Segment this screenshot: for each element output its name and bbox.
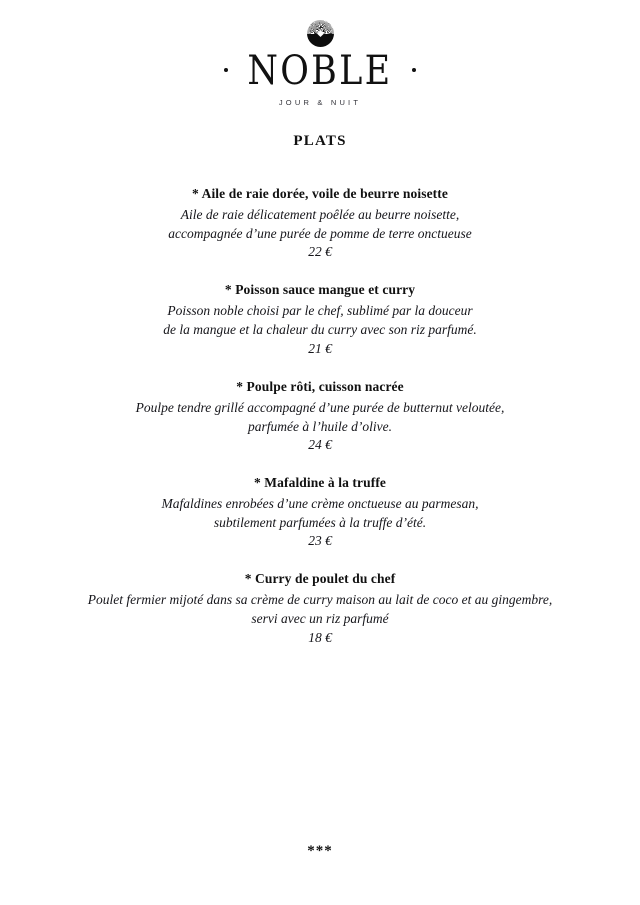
dish-description-line: servi avec un riz parfumé [251,611,389,627]
dish-description-line: Poulpe tendre grillé accompagné d’une purée de butternut veloutée, [135,399,505,415]
brand-name: NOBLE [247,46,393,94]
dish-name: * Aile de raie dorée, voile de beurre noisette [192,186,448,201]
noble-sunburst-circle-icon [307,20,334,47]
dish-price: 18 € [308,629,332,645]
dish-item [0,186,640,260]
dish-description [40,301,600,339]
brand-tagline: JOUR & NUIT [278,98,362,107]
dish-description-line: Mafaldines enrobées d’une crème onctueuse au parmesan, [161,495,479,511]
brand-header [0,0,640,107]
dish-description [40,590,600,628]
dish-item [0,475,640,549]
section-title-plats: PLATS [293,133,347,149]
dish-description-line: parfumée à l’huile d’olive. [248,418,392,434]
dish-name: * Poisson sauce mangue et curry [224,282,416,298]
dish-description [40,494,600,532]
dish-description-line: Poulet fermier mijoté dans sa crème de curry maison au lait de coco et au gingembre, [87,592,553,608]
dish-description-line: Poisson noble choisi par le chef, sublimé par la douceur [167,303,473,319]
dish-name: * Curry de poulet du chef [244,571,396,587]
dish-item [0,571,640,645]
dish-price: 24 € [308,436,332,452]
dish-price: 21 € [308,340,332,356]
bullet-dot-icon-right [412,68,416,72]
dish-description-line: de la mangue et la chaleur du curry avec son riz parfumé. [163,322,477,338]
dish-name: * Mafaldine à la truffe [253,474,387,490]
dish-description [40,398,600,436]
dish-list [0,186,640,646]
dish-description [40,205,600,243]
dish-item [0,282,640,356]
dish-name: * Poulpe rôti, cuisson nacrée [236,378,404,394]
brand-wordmark [0,46,640,94]
dish-price: 23 € [308,533,332,549]
dish-price: 22 € [308,244,332,260]
dish-description-line: accompagnée d’une purée de pomme de terre onctueuse [168,226,472,242]
dish-description-line: subtilement parfumées à la truffe d’été. [213,515,427,531]
footer-ornament: *** [307,843,333,859]
dish-description-line: Aile de raie délicatement poêlée au beurre noisette, [180,207,460,222]
bullet-dot-icon-left [224,68,228,72]
dish-item [0,379,640,453]
